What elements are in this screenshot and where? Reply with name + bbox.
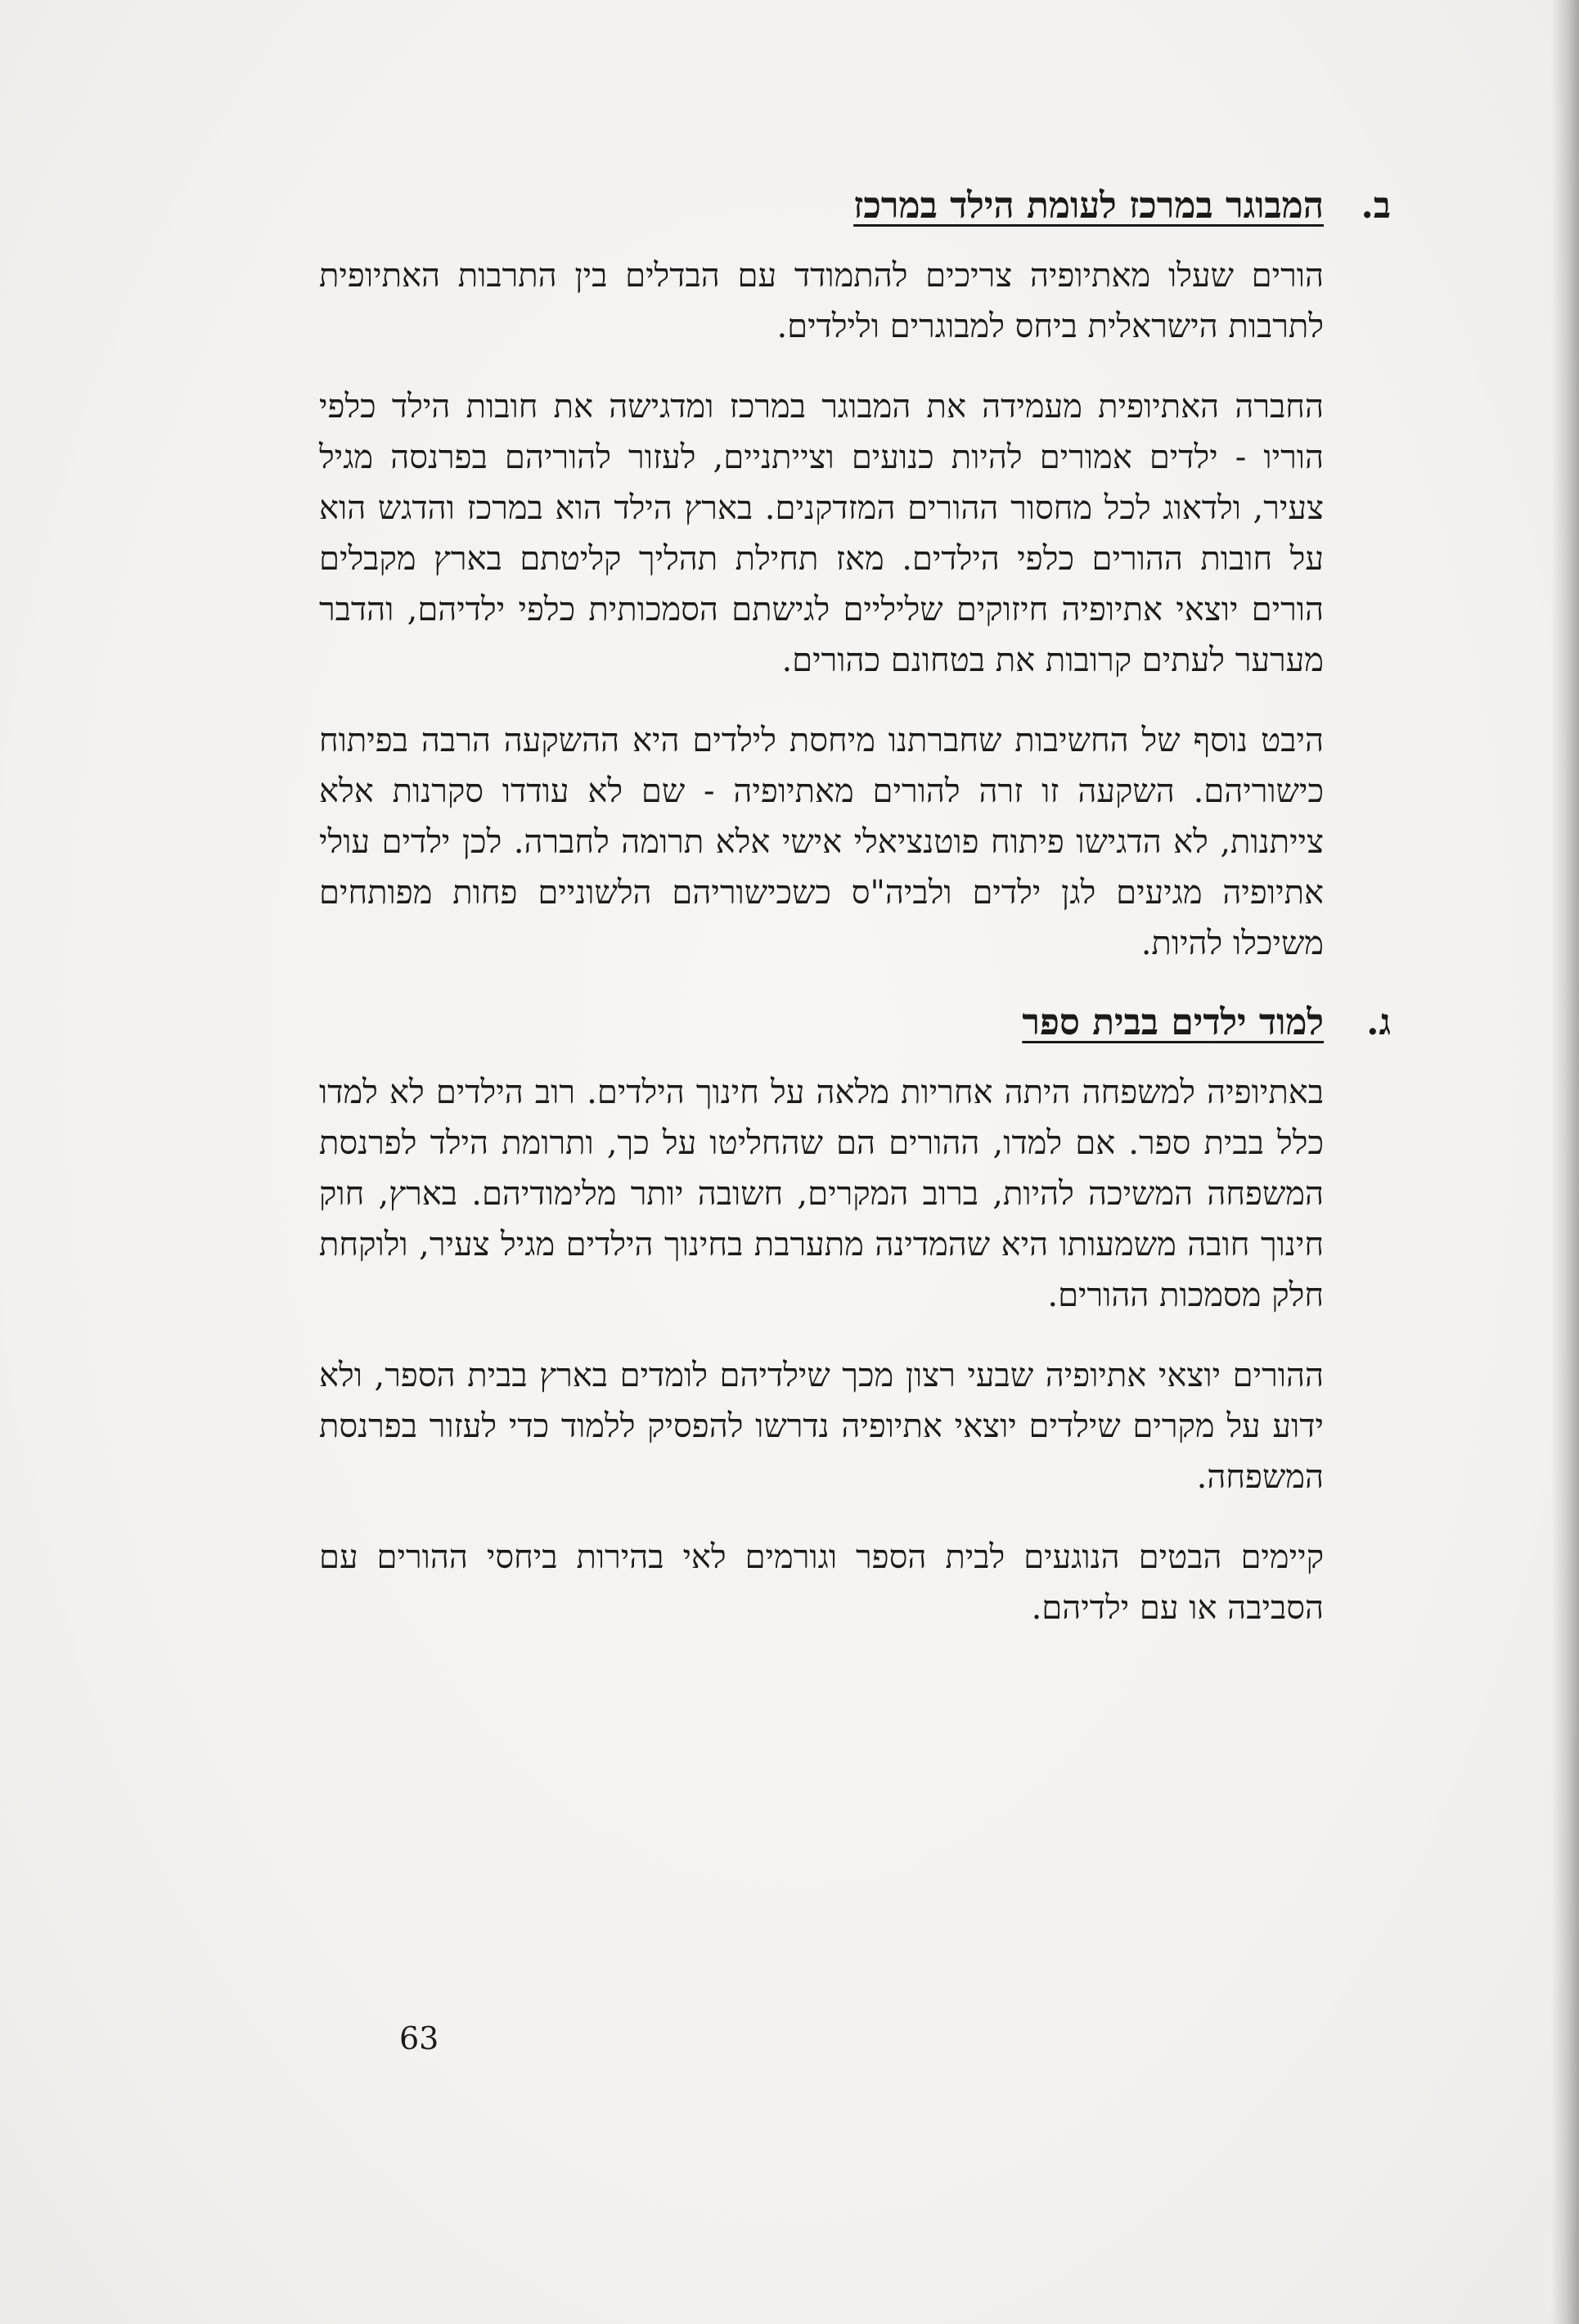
faint-stamp-mark <box>309 2085 342 2134</box>
page-edge-shadow <box>1551 0 1579 2324</box>
section-b-letter: ב. <box>1361 185 1391 227</box>
section-g-letter: ג. <box>1366 1002 1391 1043</box>
section-b-heading <box>319 182 1391 231</box>
section-b-paragraph: החברה האתיופית מעמידה את המבוגר במרכז ומדגישה את חובות הילד כלפי הוריו - ילדים אמורים להיות כנועים וצייתניים, לעזור להוריהם בפרנסה מגיל צעיר, ולדאוג לכל מחסור ההורים המזדקנים. בארץ הילד הוא במרכז והדגש הוא על חובות ההורים כלפי הילדים. מאז תחילת תהליך קליטתם בארץ מקבלים הורים יוצאי אתיופיה חיזוקים שליליים לגישתם הסמכותית כלפי ילדיהם, והדבר מערער לעתים קרובות את בטחונם כהורים. <box>319 388 1324 679</box>
section-g-body <box>319 1067 1324 1633</box>
section-g-paragraph: קיימים הבטים הנוגעים לבית הספר וגורמים לאי בהירות ביחסי ההורים עם הסביבה או עם ילדיהם. <box>319 1538 1324 1627</box>
section-b-paragraph: הורים שעלו מאתיופיה צריכים להתמודד עם הבדלים בין התרבות האתיופית לתרבות הישראלית ביחס למבוגרים ולילדים. <box>319 257 1324 345</box>
section-g-paragraph: באתיופיה למשפחה היתה אחריות מלאה על חינוך הילדים. רוב הילדים לא למדו כלל בבית ספר. אם למדו, ההורים הם שהחליטו על כך, ותרומת הילד לפרנסת המשפחה המשיכה להיות, ברוב המקרים, חשובה יותר מלימודיהם. בארץ, חוק חינוך חובה משמעותו היא שהמדינה מתערבת בחינוך הילדים מגיל צעיר, ולוקחת חלק מסמכות ההורים. <box>319 1074 1324 1314</box>
page-number: 63 <box>399 2020 439 2056</box>
section-b-paragraph: היבט נוסף של החשיבות שחברתנו מיחסת לילדים היא ההשקעה הרבה בפיתוח כישוריהם. השקעה זו זרה להורים מאתיופיה - שם לא עודדו סקרנות אלא צייתנות, לא הדגישו פיתוח פוטנציאלי אישי אלא תרומה לחברה. לכן ילדים עולי אתיופיה מגיעים לגן ילדים ולביה"ס כשכישוריהם הלשוניים פחות מפותחים משיכלו להיות. <box>319 722 1324 962</box>
section-g-paragraph: ההורים יוצאי אתיופיה שבעי רצון מכך שילדיהם לומדים בארץ בבית הספר, ולא ידוע על מקרים שילדים יוצאי אתיופיה נדרשו להפסיק ללמוד כדי לעזור בפרנסת המשפחה. <box>319 1357 1324 1496</box>
section-b-body <box>319 250 1324 969</box>
section-b-title: המבוגר במרכז לעומת הילד במרכז <box>853 185 1324 227</box>
section-g-title: למוד ילדים בבית ספר <box>1022 1002 1324 1043</box>
page-content <box>319 182 1391 1663</box>
section-g-heading <box>319 998 1391 1047</box>
